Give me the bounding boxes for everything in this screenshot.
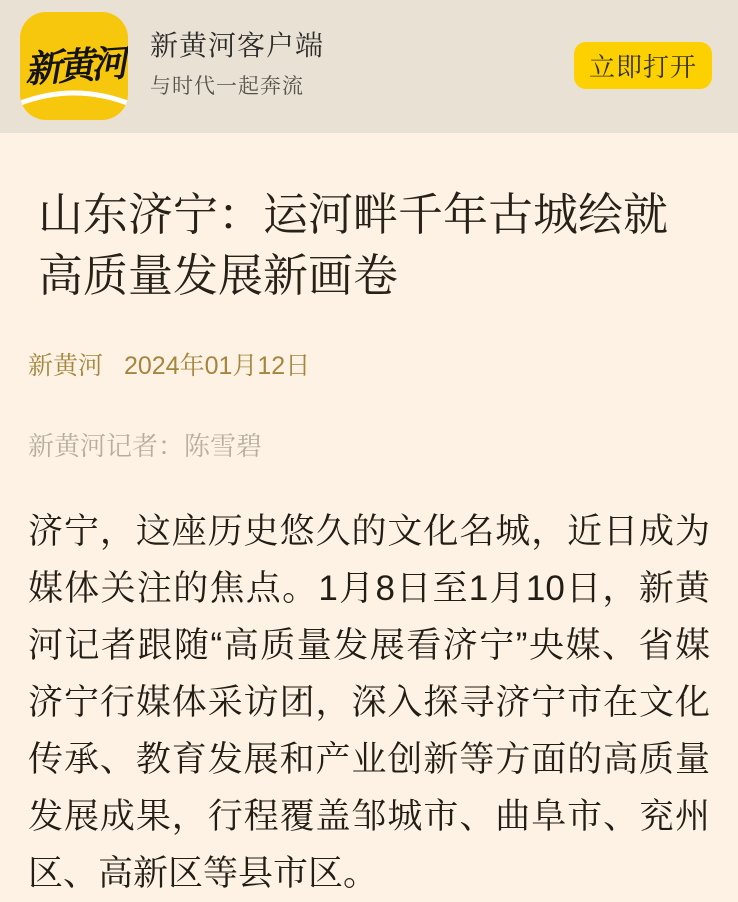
article-title: 山东济宁：运河畔千年古城绘就高质量发展新画卷 <box>38 189 669 301</box>
app-logo <box>20 12 128 120</box>
article <box>0 184 738 902</box>
app-banner <box>0 0 738 133</box>
logo-wave-icon <box>20 90 128 120</box>
article-source: 新黄河 <box>28 352 104 380</box>
open-app-button[interactable]: 立即打开 <box>574 42 712 89</box>
article-meta <box>28 349 710 383</box>
app-logo-text: 新黄河 <box>23 43 126 92</box>
app-name: 新黄河客户端 <box>150 30 325 61</box>
app-info <box>150 30 324 99</box>
article-body: 济宁，这座历史悠久的文化名城，近日成为媒体关注的焦点。1月8日至1月10日，新黄河记者跟随“高质量发展看济宁”央媒、省媒济宁行媒体采访团，深入探寻济宁市在文化传承、教育发展和产业创新等方面的高质量发展成果，行程覆盖邹城市、曲阜市、兖州区、高新区等县市区。 <box>28 512 710 893</box>
article-reporter: 新黄河记者：陈雪碧 <box>28 431 263 461</box>
app-tagline: 与时代一起奔流 <box>150 75 304 98</box>
article-date: 2024年01月12日 <box>123 352 311 380</box>
